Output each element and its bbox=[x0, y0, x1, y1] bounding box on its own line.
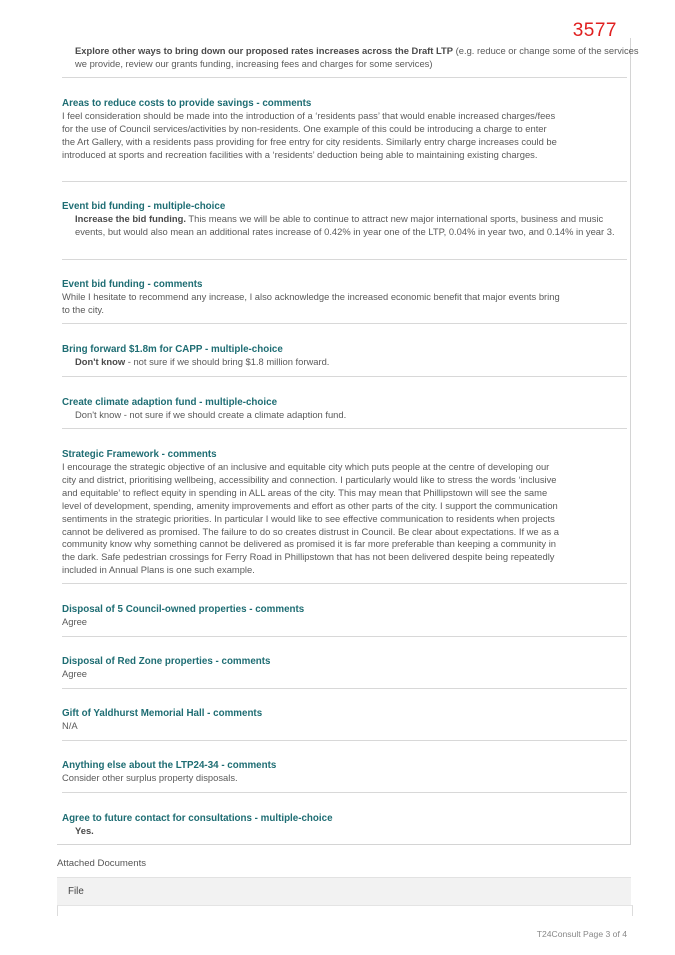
answer-choice: Increase the bid funding. bbox=[75, 213, 186, 224]
page-marker: 3577 bbox=[572, 20, 617, 41]
answer-block bbox=[62, 213, 627, 239]
page-footer: T24Consult Page 3 of 4 bbox=[536, 929, 627, 939]
answer-text: Agree bbox=[62, 616, 88, 627]
section-strategic bbox=[62, 448, 627, 577]
divider bbox=[62, 740, 627, 741]
question-title: Gift of Yaldhurst Memorial Hall - comments bbox=[62, 708, 263, 719]
answer-block bbox=[62, 356, 627, 369]
section-event-bid-choice bbox=[62, 200, 627, 239]
question-title: Event bid funding - comments bbox=[62, 279, 203, 290]
divider bbox=[62, 323, 627, 324]
section-yaldhurst bbox=[62, 707, 627, 733]
intro-rest: (e.g. reduce or change some of the services we provide, review our grants funding, increasing fees and charges for some services) bbox=[75, 45, 639, 69]
divider bbox=[62, 636, 627, 637]
divider bbox=[62, 583, 627, 584]
divider bbox=[62, 77, 627, 78]
answer-text: I encourage the strategic objective of an inclusive and equitable city which puts people at the centre of developing our city and district, prioritising wellbeing, accessibility and connection. I particularly would like to stress the words ‘inclusive and equitable’ to reflect equity in spending in ALL areas of the city. This may mean that Phillipstown will see the same level of development, spending, amenity improvements and effort as other parts of the city. I support the communication sentiments in the strategic priorities. In particular I would like to see effective communication to residents when projects cannot be delivered as promised. The failure to do so creates distrust in Council. Be clear about expectations. If we as a community know why something cannot be delivered as promised it is far more preferable than keeping a community in the dark. Safe pedestrian crossings for Ferry Road in Phillipstown that has not been delivered despite being repeatedly included in Annual Plans is one such example. bbox=[62, 461, 559, 576]
answer-text: While I hesitate to recommend any increase, I also acknowledge the increased economic benefit that major events bring to the city. bbox=[62, 291, 560, 315]
section-reduce-costs bbox=[62, 97, 627, 162]
answer-choice: Don't know bbox=[75, 356, 126, 367]
file-row bbox=[57, 905, 633, 916]
file-column-header: File bbox=[68, 886, 84, 897]
section-future-contact bbox=[62, 812, 627, 838]
intro-block bbox=[62, 45, 640, 71]
question-title: Disposal of 5 Council-owned properties - comments bbox=[62, 604, 305, 615]
section-anything-else bbox=[62, 759, 627, 785]
divider bbox=[62, 688, 627, 689]
question-title: Create climate adaption fund - multiple-choice bbox=[62, 397, 278, 408]
answer-text: - not sure if we should bring $1.8 million forward. bbox=[125, 356, 330, 367]
answer-text: Agree bbox=[62, 668, 88, 679]
section-disposal-redzone bbox=[62, 655, 627, 681]
answer-choice: Yes. bbox=[75, 825, 94, 836]
answer-text: This means we will be able to continue to attract new major international sports, business and music events, but would also mean an additional rates increase of 0.42% in year one of the LTP, 0.04% in year two, and 0.14% in year 3. bbox=[75, 213, 615, 237]
divider bbox=[62, 259, 627, 260]
section-disposal-council bbox=[62, 603, 627, 629]
divider bbox=[62, 428, 627, 429]
answer-text: I feel consideration should be made into the introduction of a ‘residents pass’ that would enable increased charges/fees for the use of Council services/activities by non-residents. One example of this could be introducing a charge to enter the Art Gallery, with a residents pass providing for free entry for city residents. Similarly entry charge increases could be introduced at sports and recreation facilities with a ‘residents’ deduction being able to maintaining existing charges. bbox=[62, 110, 557, 160]
question-title: Areas to reduce costs to provide savings - comments bbox=[62, 98, 312, 109]
question-title: Event bid funding - multiple-choice bbox=[62, 201, 226, 212]
question-title: Anything else about the LTP24-34 - comments bbox=[62, 760, 277, 771]
question-title: Agree to future contact for consultations - multiple-choice bbox=[62, 813, 333, 824]
answer-text: Consider other surplus property disposals. bbox=[62, 772, 238, 783]
question-title: Disposal of Red Zone properties - comments bbox=[62, 656, 271, 667]
answer-text: N/A bbox=[62, 720, 78, 731]
section-climate bbox=[62, 396, 627, 422]
section-capp bbox=[62, 343, 627, 369]
question-title: Strategic Framework - comments bbox=[62, 449, 217, 460]
question-title: Bring forward $1.8m for CAPP - multiple-choice bbox=[62, 344, 283, 355]
answer-text: Don't know - not sure if we should create a climate adaption fund. bbox=[75, 409, 347, 420]
attached-files-table bbox=[57, 877, 631, 906]
attached-documents-label: Attached Documents bbox=[57, 858, 147, 869]
section-event-bid-comments bbox=[62, 278, 627, 317]
divider bbox=[62, 181, 627, 182]
divider bbox=[62, 792, 627, 793]
intro-strong: Explore other ways to bring down our proposed rates increases across the Draft LTP bbox=[75, 45, 454, 56]
divider bbox=[62, 376, 627, 377]
